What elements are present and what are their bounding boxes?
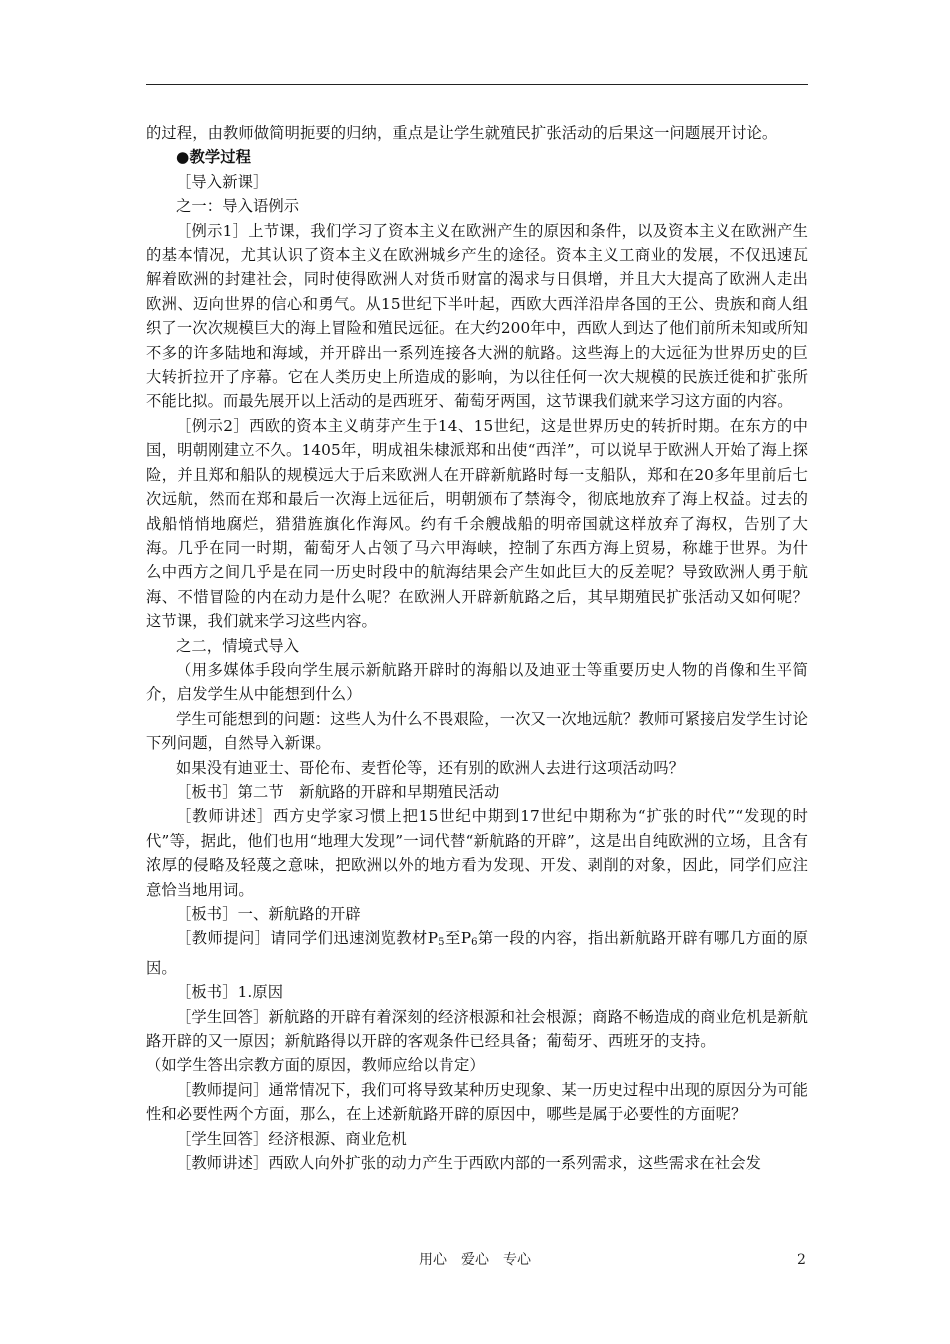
board-causes: ［板书］1.原因 bbox=[176, 983, 284, 1002]
paragraph-continuation: 的过程，由教师做简明扼要的归纳，重点是让学生就殖民扩张活动的后果这一问题展开讨论。 bbox=[146, 124, 778, 142]
subheading-example-1: 之一：导入语例示 bbox=[176, 197, 300, 216]
paragraph-teacher-question-2: ［教师提问］通常情况下，我们可将导致某种历史现象、某一历史过程中出现的原因分为可能性和必要性两个方面，那么，在上述新航路开辟的原因中，哪些是属于必要性的方面呢？ bbox=[146, 1080, 808, 1124]
board-new-routes: ［板书］一、新航路的开辟 bbox=[176, 905, 361, 923]
page-number: 2 bbox=[797, 1252, 806, 1268]
header-rule bbox=[146, 84, 808, 85]
paragraph-example-1: ［例示1］上节课，我们学习了资本主义在欧洲产生的原因和条件，以及资本主义在欧洲产生的基本情况，尤其认识了资本主义在欧洲城乡产生的途径。资本主义工商业的发展，不仅迅速瓦解着欧洲的封建社会，同时使得欧洲人对货币财富的渴求与日俱增，并且大大提高了欧洲人走出欧洲、迈向世界的信心和勇气。从15世纪下半叶起，西欧大西洋沿岸各国的王公、贵族和商人组织了一次次规模巨大的海上冒险和殖民远征。在大约200年中，西欧人到达了他们前所未知或所知不多的许多陆地和海域，并开辟出一系列连接各大洲的航路。这些海上的大远征为世界历史的巨大转折拉开了序幕。它在人类历史上所造成的影响，为以往任何一次大规模的民族迁徙和扩张所不能比拟。而最先展开以上活动的是西班牙、葡萄牙两国，这节课我们就来学习这方面的内容。 bbox=[146, 221, 808, 411]
question-text-middle: 至P bbox=[444, 929, 472, 948]
paragraph-student-answer-2: ［学生回答］经济根源、商业危机 bbox=[176, 1129, 407, 1148]
paragraph-religion-note: （如学生答出宗教方面的原因，教师应给以肯定） bbox=[146, 1056, 485, 1075]
subheading-scenario: 之二，情境式导入 bbox=[176, 636, 300, 655]
page-subscript-2: 6 bbox=[471, 937, 478, 949]
paragraph-multimedia: （用多媒体手段向学生展示新航路开辟时的海船以及迪亚士等重要历史人物的肖像和生平简介，启发学生从中能想到什么） bbox=[146, 660, 808, 704]
subheading-intro: ［导入新课］ bbox=[176, 172, 269, 191]
paragraph-student-questions: 学生可能想到的问题：这些人为什么不畏艰险，一次又一次地远航？教师可紧接启发学生讨论下列问题，自然导入新课。 bbox=[146, 709, 808, 753]
footer-motto: 用心 爱心 专心 bbox=[419, 1252, 531, 1268]
page-footer bbox=[0, 1248, 950, 1272]
paragraph-student-answer-1: ［学生回答］新航路的开辟有着深刻的经济根源和社会根源；商路不畅造成的商业危机是新航路开辟的又一原因；新航路得以开辟的客观条件已经具备；葡萄牙、西班牙的支持。 bbox=[146, 1007, 808, 1051]
body-text bbox=[146, 121, 808, 1175]
paragraph-example-2: ［例示2］西欧的资本主义萌芽产生于14、15世纪，这是世界历史的转折时期。在东方的中国，明朝刚建立不久。1405年，明成祖朱棣派郑和出使“西洋”，可以说早于欧洲人开始了海上探险，并且郑和船队的规模远大于后来欧洲人在开辟新航路时每一支船队，郑和在20多年里前后七次远航，然而在郑和最后一次海上远征后，明朝颁布了禁海令，彻底地放弃了海上权益。过去的战船悄悄地腐烂，猎猎旌旗化作海风。约有千余艘战船的明帝国就这样放弃了海权，告别了大海。几乎在同一时期，葡萄牙人占领了马六甲海峡，控制了东西方海上贸易，称雄于世界。为什么中西方之间几乎是在同一历史时段中的航海结果会产生如此巨大的反差呢？导致欧洲人勇于航海、不惜冒险的内在动力是什么呢？在欧洲人开辟新航路之后，其早期殖民扩张活动又如何呢？这节课，我们就来学习这些内容。 bbox=[146, 416, 808, 631]
paragraph-teacher-narration-1: ［教师讲述］西方史学家习惯上把15世纪中期到17世纪中期称为“扩张的时代”“发现的时代”等，据此，他们也用“地理大发现”一词代替“新航路的开辟”，这是出自纯欧洲的立场，且含有浓厚的侵略及轻蔑之意味，把欧洲以外的地方看为发现、开发、剥削的对象，因此，同学们应注意恰当地用词。 bbox=[146, 807, 808, 899]
board-section-title: ［板书］第二节 新航路的开辟和早期殖民活动 bbox=[176, 782, 500, 801]
section-heading: ●教学过程 bbox=[176, 148, 252, 167]
paragraph-teacher-narration-2: ［教师讲述］西欧人向外扩张的动力产生于西欧内部的一系列需求，这些需求在社会发 bbox=[176, 1154, 762, 1173]
paragraph-question: 如果没有迪亚士、哥伦布、麦哲伦等，还有别的欧洲人去进行这项活动吗？ bbox=[176, 758, 685, 777]
question-text-after: 第一段的内容，指出新航路开辟有哪几方面的原因。 bbox=[146, 929, 808, 977]
paragraph-teacher-question-1 bbox=[146, 926, 808, 980]
question-text-before: ［教师提问］请同学们迅速浏览教材P bbox=[176, 929, 439, 948]
page-subscript-1: 5 bbox=[438, 937, 445, 949]
